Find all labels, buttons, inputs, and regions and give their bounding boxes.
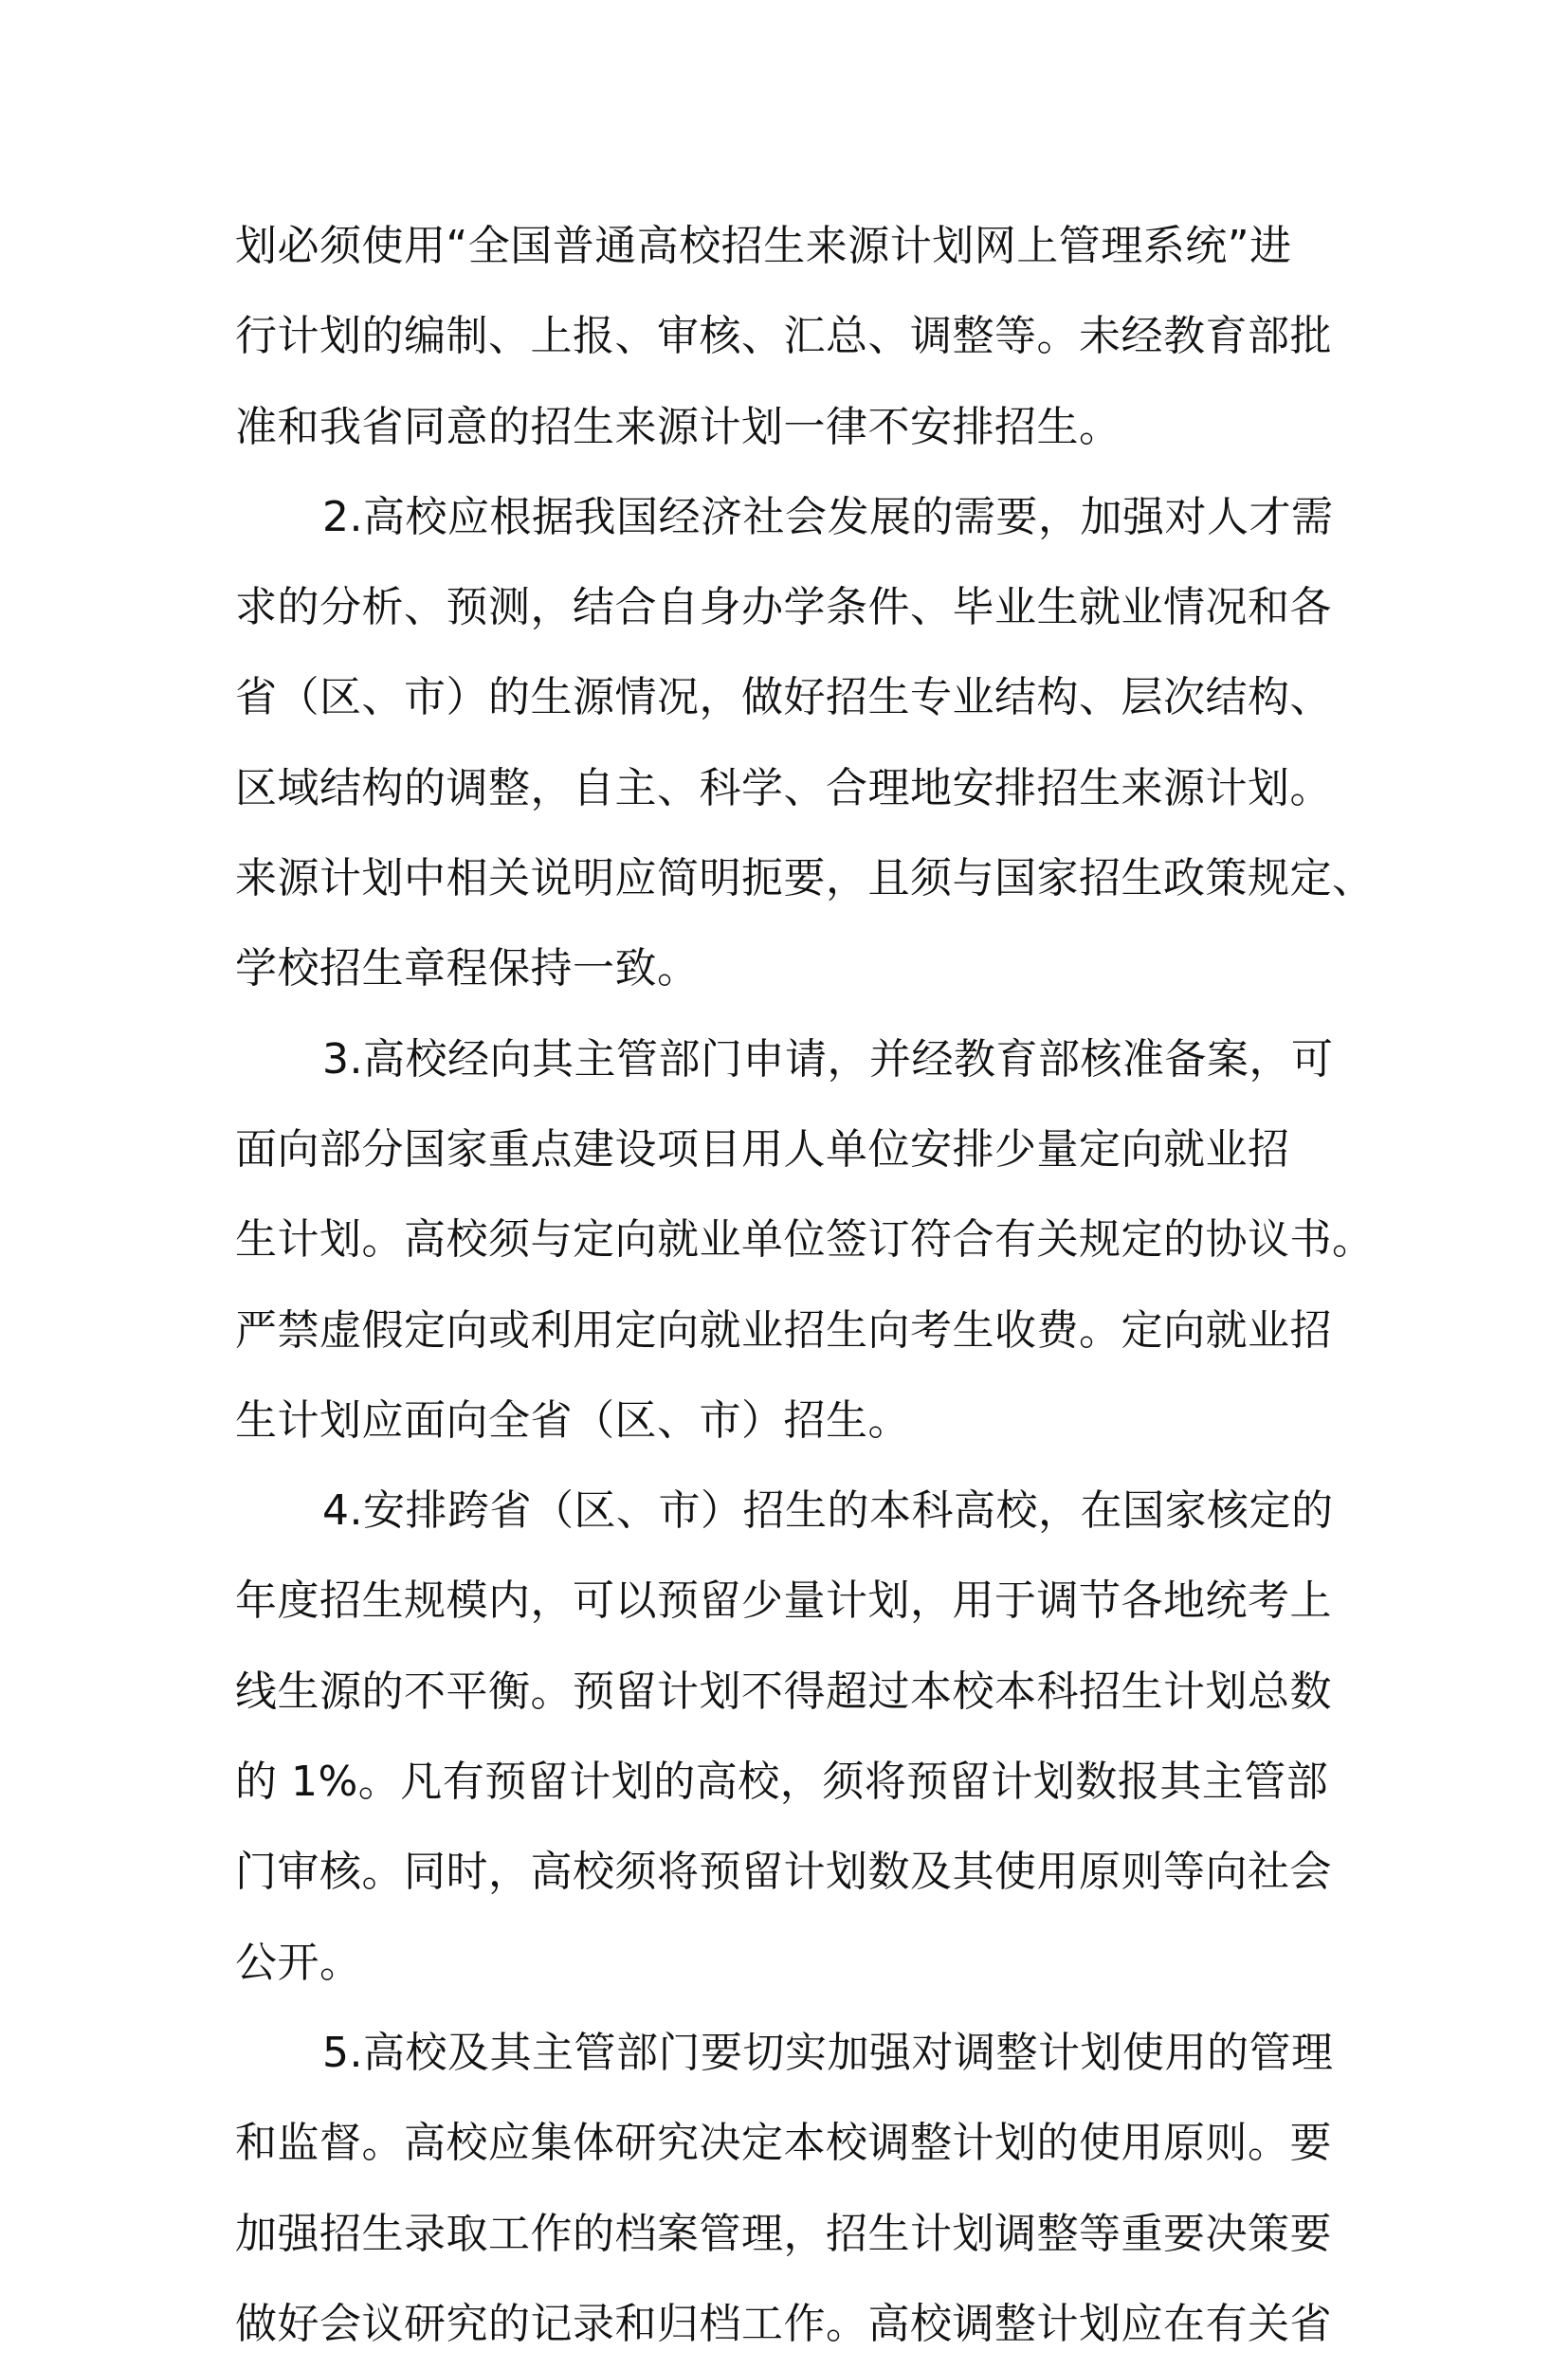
text-line: 年度招生规模内，可以预留少量计划，用于调节各地统考上 [235, 1576, 1332, 1626]
text-line: 生计划。高校须与定向就业单位签订符合有关规定的协议书。 [235, 1215, 1375, 1265]
text-line: 面向部分国家重点建设项目用人单位安排少量定向就业招 [235, 1124, 1290, 1174]
paragraph-2-start: 2.高校应根据我国经济社会发展的需要，加强对人才需 [322, 492, 1334, 541]
text-line: 线生源的不平衡。预留计划不得超过本校本科招生计划总数 [235, 1667, 1332, 1716]
text-line: 行计划的编制、上报、审核、汇总、调整等。未经教育部批 [235, 312, 1332, 361]
text-line: 和监督。高校应集体研究决定本校调整计划的使用原则。要 [235, 2119, 1332, 2168]
text-line: 门审核。同时，高校须将预留计划数及其使用原则等向社会 [235, 1848, 1332, 1897]
text-line: 加强招生录取工作的档案管理，招生计划调整等重要决策要 [235, 2209, 1332, 2258]
paragraph-4-start: 4.安排跨省（区、市）招生的本科高校，在国家核定的 [322, 1486, 1334, 1536]
text-line: 划必须使用“全国普通高校招生来源计划网上管理系统”进 [235, 222, 1292, 270]
text-line: 做好会议研究的记录和归档工作。高校调整计划应在有关省 [235, 2299, 1332, 2348]
paragraph-3-start: 3.高校经向其主管部门申请，并经教育部核准备案，可 [322, 1034, 1334, 1084]
document-body [235, 201, 1375, 2369]
text-line: 区域结构的调整，自主、科学、合理地安排招生来源计划。 [235, 763, 1332, 812]
text-line: 的 1%。凡有预留计划的高校，须将预留计划数报其主管部 [235, 1758, 1329, 1807]
paragraph-5-start: 5.高校及其主管部门要切实加强对调整计划使用的管理 [322, 2028, 1334, 2077]
text-line: 严禁虚假定向或利用定向就业招生向考生收费。定向就业招 [235, 1305, 1332, 1355]
text-line: 省（区、市）的生源情况，做好招生专业结构、层次结构、 [235, 673, 1332, 722]
text-line: 来源计划中相关说明应简明扼要，且须与国家招生政策规定、 [235, 854, 1375, 903]
text-line: 求的分析、预测，结合自身办学条件、毕业生就业情况和各 [235, 583, 1332, 632]
text-line: 准和我省同意的招生来源计划一律不安排招生。 [235, 402, 1121, 451]
text-line: 生计划应面向全省（区、市）招生。 [235, 1395, 910, 1445]
text-line: 学校招生章程保持一致。 [235, 944, 700, 993]
text-line: 公开。 [235, 1938, 362, 1987]
